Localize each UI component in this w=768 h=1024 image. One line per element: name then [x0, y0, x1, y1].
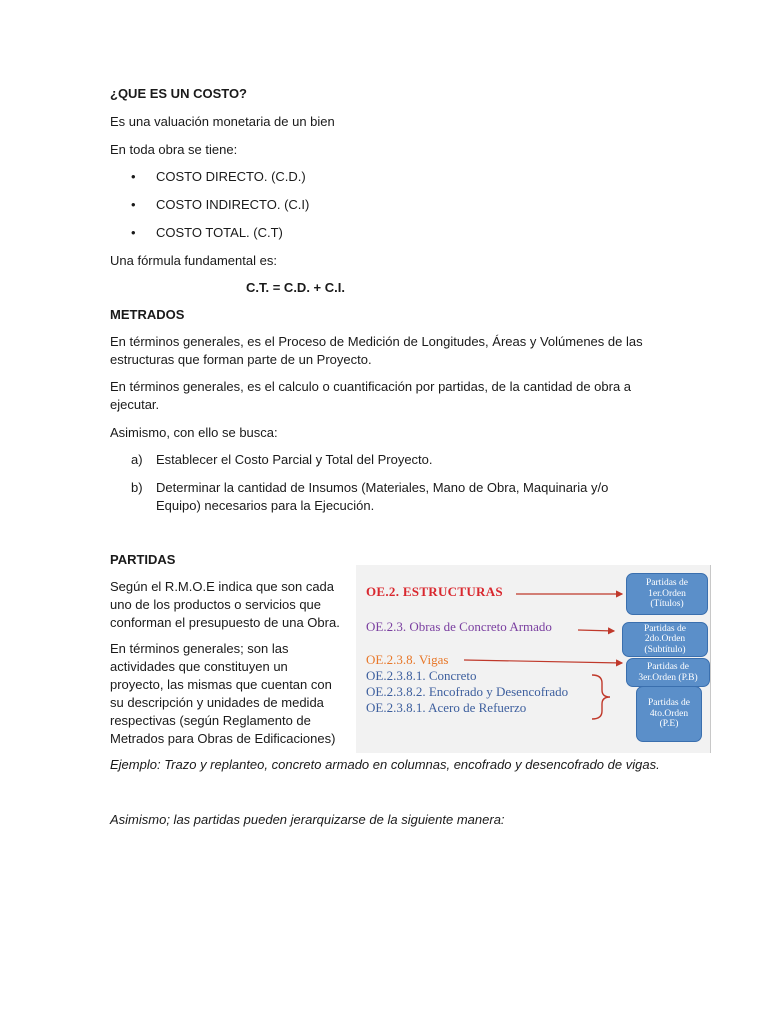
box-4to-orden: Partidas de 4to.Orden (P.E) — [636, 686, 702, 742]
diagram-item-concreto: OE.2.3.8.1. Concreto — [366, 668, 477, 683]
box-3er-orden: Partidas de 3er.Orden (P.B) — [626, 658, 710, 687]
goal-text: Determinar la cantidad de Insumos (Materiales, Mano de Obra, Maquinaria y/o — [156, 480, 609, 495]
metrados-paragraph-line: estructuras que forman parte de un Proyecto. — [110, 352, 372, 367]
asimismo-partidas-text: Asimismo; las partidas pueden jerarquizarse de la siguiente manera: — [110, 812, 505, 827]
formula-intro: Una fórmula fundamental es: — [110, 253, 277, 268]
bullet-icon: • — [131, 197, 136, 212]
partidas-paragraph-line: uno de los productos o servicios que — [110, 597, 322, 612]
goal-text: Equipo) necesarios para la Ejecución. — [156, 498, 375, 513]
partidas-paragraph-line: Metrados para Obras de Edificaciones) — [110, 731, 336, 746]
partidas-paragraph-line: respectivas (según Reglamento de — [110, 713, 311, 728]
metrados-paragraph-line: En términos generales, es el calculo o cuantificación por partidas, de la cantidad de obra a — [110, 379, 632, 394]
diagram-item-vigas: OE.2.3.8. Vigas — [366, 652, 449, 667]
heading-costo: ¿QUE ES UN COSTO? — [110, 86, 247, 101]
bullet-icon: • — [131, 225, 136, 240]
partidas-paragraph-line: actividades que constituyen un — [110, 659, 288, 674]
heading-metrados: METRADOS — [110, 307, 185, 322]
partidas-hierarchy-diagram — [356, 565, 711, 753]
goal-text: Establecer el Costo Parcial y Total del Proyecto. — [156, 452, 433, 467]
bullet-icon: • — [131, 169, 136, 184]
asimismo-text: Asimismo, con ello se busca: — [110, 425, 278, 440]
heading-partidas: PARTIDAS — [110, 552, 176, 567]
metrados-paragraph-line: ejecutar. — [110, 397, 160, 412]
diagram-item-obras-concreto: OE.2.3. Obras de Concreto Armado — [366, 619, 552, 634]
partidas-paragraph-line: En términos generales; son las — [110, 641, 289, 656]
def-costo: Es una valuación monetaria de un bien — [110, 114, 335, 129]
partidas-paragraph-line: su descripción y unidades de medida — [110, 695, 324, 710]
cost-item: COSTO TOTAL. (C.T) — [156, 225, 283, 240]
partidas-paragraph-line: conforman el presupuesto de una Obra. — [110, 615, 340, 630]
arrow-to-3er-orden — [464, 660, 622, 663]
cost-item: COSTO DIRECTO. (C.D.) — [156, 169, 306, 184]
metrados-paragraph-line: En términos generales, es el Proceso de Medición de Longitudes, Áreas y Volúmenes de las — [110, 334, 643, 349]
arrow-to-2do-orden — [578, 630, 614, 631]
brace-icon — [592, 675, 610, 719]
goal-marker: a) — [131, 452, 143, 467]
diagram-item-encofrado: OE.2.3.8.2. Encofrado y Desencofrado — [366, 684, 569, 699]
formula: C.T. = C.D. + C.I. — [246, 280, 345, 295]
box-2do-orden: Partidas de 2do.Orden (Subtítulo) — [622, 622, 708, 657]
goal-marker: b) — [131, 480, 143, 495]
obra-intro: En toda obra se tiene: — [110, 142, 238, 157]
partidas-paragraph-line: proyecto, las mismas que cuentan con — [110, 677, 332, 692]
diagram-item-estructuras: OE.2. ESTRUCTURAS — [366, 584, 503, 599]
box-1er-orden: Partidas de 1er.Orden (Títulos) — [626, 573, 708, 615]
cost-item: COSTO INDIRECTO. (C.I) — [156, 197, 310, 212]
ejemplo-text: Ejemplo: Trazo y replanteo, concreto armado en columnas, encofrado y desencofrado de vigas. — [110, 757, 660, 772]
partidas-paragraph-line: Según el R.M.O.E indica que son cada — [110, 579, 335, 594]
diagram-item-acero: OE.2.3.8.1. Acero de Refuerzo — [366, 700, 527, 715]
